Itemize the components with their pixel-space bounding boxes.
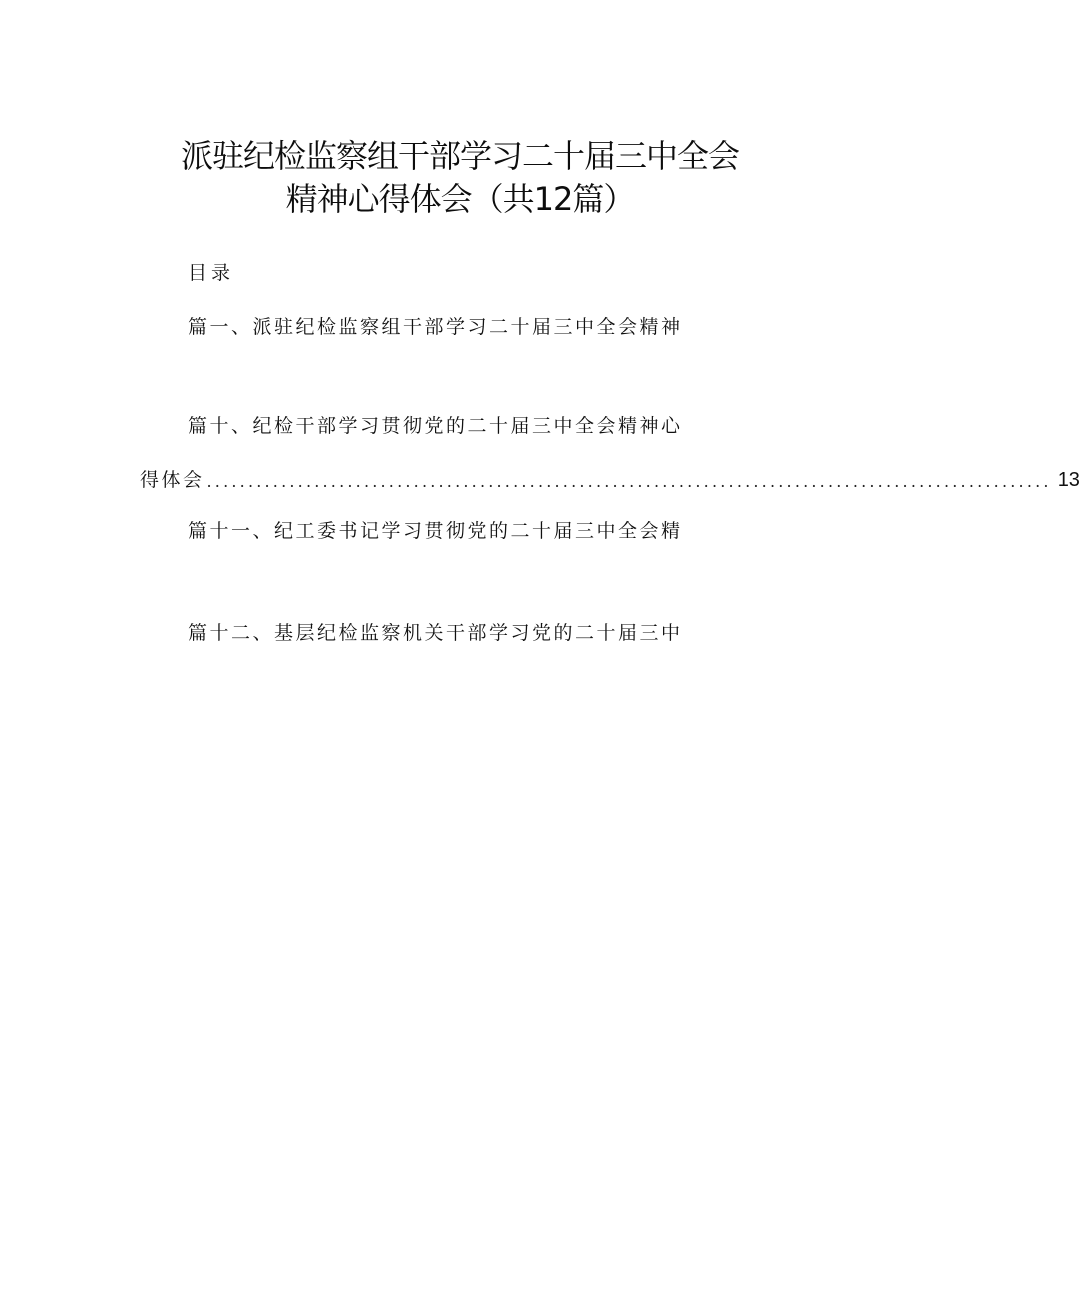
toc-heading: 目录 <box>188 262 235 284</box>
toc-entry[interactable]: 篇十二、基层纪检监察机关干部学习党的二十届三中 <box>188 622 683 644</box>
toc-entry[interactable]: 篇十一、纪工委书记学习贯彻党的二十届三中全会精 <box>188 520 683 542</box>
toc-entry-continuation[interactable] <box>140 465 1080 493</box>
toc-entry[interactable]: 篇十、纪检干部学习贯彻党的二十届三中全会精神心 <box>188 415 683 437</box>
toc-entry-continuation-text: 得体会 <box>140 469 205 491</box>
document-title-line-2: 精神心得体会（共12篇） <box>285 180 635 218</box>
toc-page-number: 13 <box>1057 469 1080 491</box>
document-title-line-1: 派驻纪检监察组干部学习二十届三中全会 <box>180 137 739 175</box>
toc-entry[interactable]: 篇一、派驻纪检监察组干部学习二十届三中全会精神 <box>188 316 683 338</box>
toc-leader-dots: ...................................................................................................... <box>206 472 1052 491</box>
